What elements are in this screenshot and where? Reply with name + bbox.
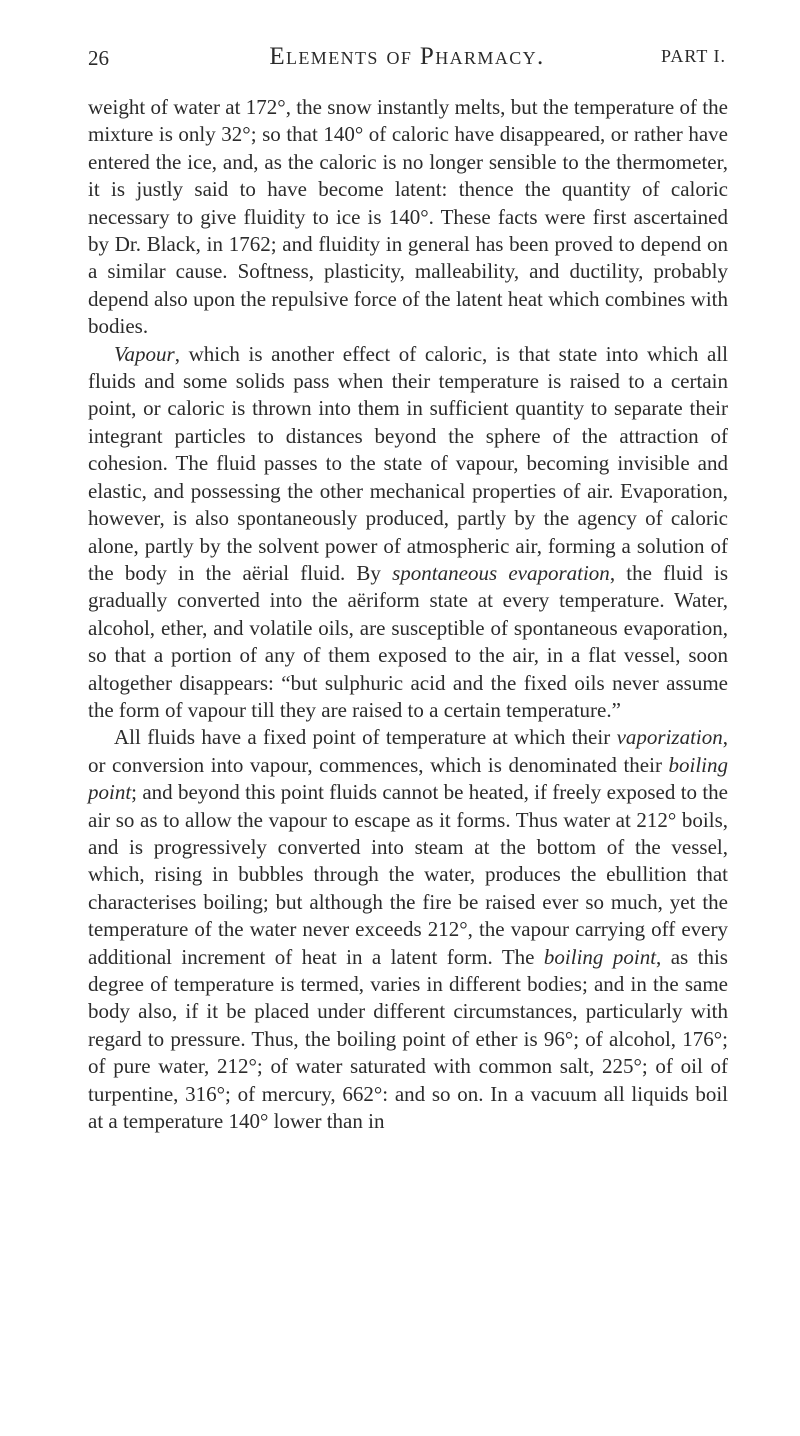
paragraph-text: weight of water at 172°, the snow instantly melts, but the temperature of the mixture is only 32°; so that 140° of caloric have disappeared, or rather have entered the ice, and, as the caloric is no longer sensible to the thermometer, it is justly said to have become latent: thence the quantity of caloric necessary to give fluidity to ice is 140°. These facts were first ascertained by Dr. Black, in 1762; and fluidity in general has been proved to depend on a similar cause. Softness, plasticity, malleability, and ductility, probably depend also upon the repulsive force of the latent heat which combines with bodies.: [88, 95, 728, 339]
paragraph: [88, 724, 728, 1135]
term-spontaneous-evaporation: spontaneous evaporation: [392, 560, 610, 585]
paragraph-text: , or conversion into vapour, commences, which is denominated their: [88, 725, 728, 777]
term-boiling-point: boiling point: [543, 944, 657, 969]
term-boiling-point: boiling point: [88, 752, 728, 805]
paragraph-text: , the fluid is gradually converted into the aëriform state at every temperature. Water, alcohol, ether, and volatile oils, are susceptible of spontaneous evaporation, so that a portion of any of them exposed to the air, in a flat vessel, soon altogether disappears: “but sulphuric acid and the fixed oils never assume the form of vapour till they are raised to a certain temperature.”: [88, 560, 728, 722]
paragraph: [88, 341, 728, 725]
part-label: PART I.: [661, 46, 726, 66]
term-vapour: Vapour: [114, 341, 175, 366]
paragraph-text: ; and beyond this point fluids cannot be heated, if freely exposed to the air so as to allow the vapour to escape as it forms. Thus water at 212° boils, and is progressively converted into steam at the bottom of the vessel, which, rising in bubbles through the water, produces the ebullition that characterises boiling; but although the fire be raised ever so much, yet the temperature of the water never exceeds 212°, the vapour carrying off every additional increment of heat in a latent form. The: [88, 780, 728, 969]
page-header: [88, 43, 726, 76]
term-vaporization: vaporization: [616, 725, 723, 750]
paragraph-text: , which is another effect of caloric, is that state into which all fluids and some solids pass when their temperature is raised to a certain point, or caloric is thrown into them in sufficient quantity to separate their integrant particles to distances beyond the sphere of the attraction of cohesion. The fluid passes to the state of vapour, becoming invisible and elastic, and possessing the other mechanical properties of air. Evaporation, however, is also spontaneously produced, partly by the agency of caloric alone, partly by the solvent power of atmospheric air, forming a solution of the body in the aërial fluid. By: [88, 341, 728, 585]
page-number: 26: [88, 46, 109, 70]
body-text: [88, 94, 728, 1135]
paragraph: [88, 94, 728, 341]
running-title: Elements of Pharmacy.: [269, 43, 545, 70]
paragraph-text: All fluids have a fixed point of temperature at which their: [114, 725, 617, 750]
paragraph-text: , as this degree of temperature is termed, varies in different bodies; and in the same body also, if it be placed under different circumstances, particularly with regard to pressure. Thus, the boiling point of ether is 96°; of alcohol, 176°; of pure water, 212°; of water saturated with common salt, 225°; of oil of turpentine, 316°; of mercury, 662°: and so on. In a vacuum all liquids boil at a temperature 140° lower than in: [88, 944, 728, 1134]
